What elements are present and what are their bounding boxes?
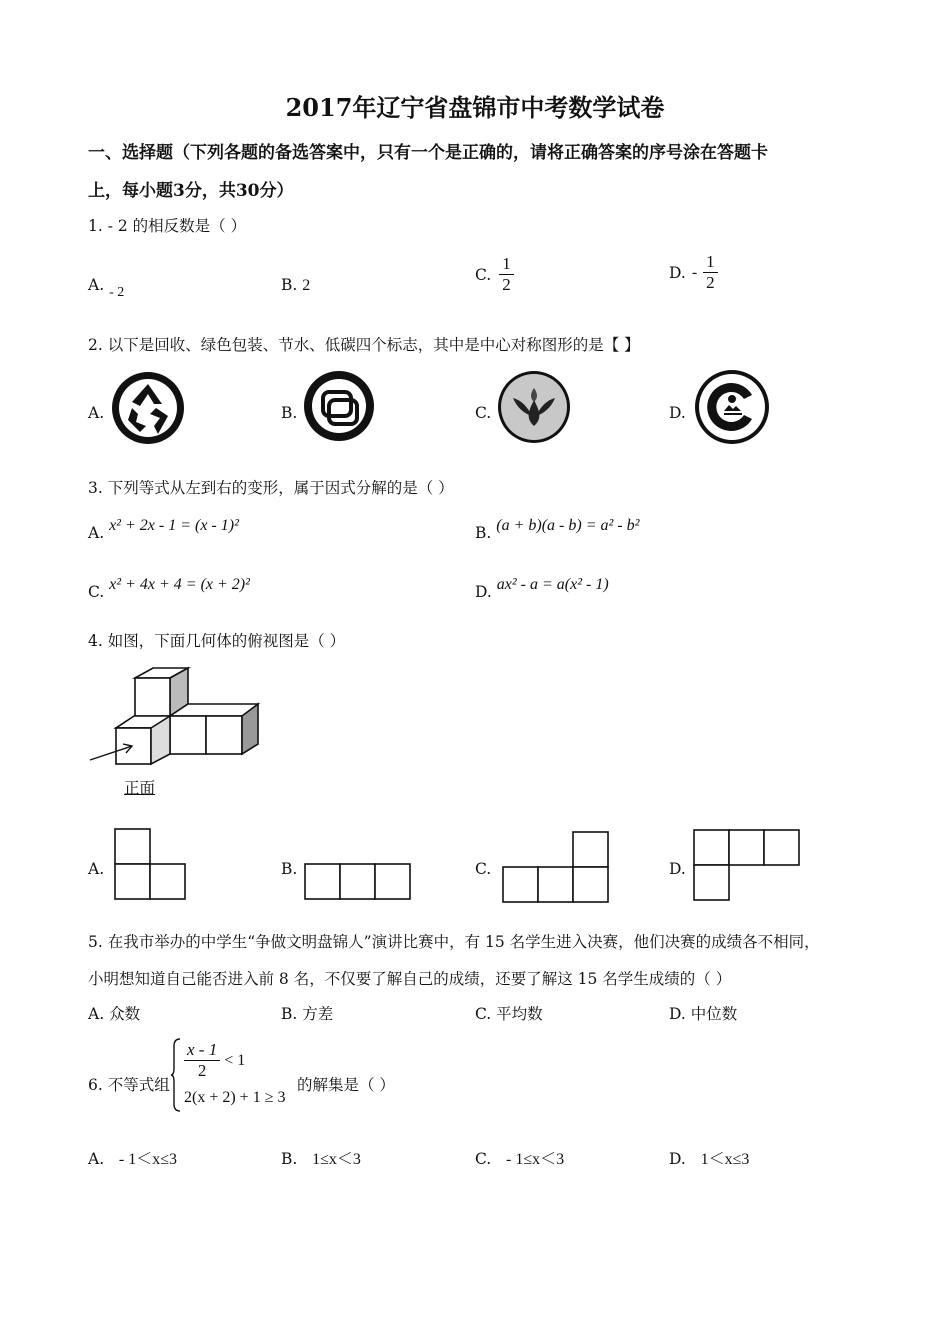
option-value: x² + 2x - 1 = (x - 1)²: [109, 517, 239, 534]
option-value: 众数: [109, 1005, 141, 1023]
option-label: C.: [475, 265, 492, 284]
q1-option-c[interactable]: [475, 254, 514, 295]
option-label: C.: [475, 860, 492, 878]
fraction: [184, 1040, 220, 1081]
option-label: D.: [669, 860, 686, 878]
option-label: D.: [669, 404, 686, 422]
q6-option-b[interactable]: [281, 1146, 361, 1169]
low-carbon-logo-icon: [694, 369, 770, 445]
option-value: 中位数: [690, 1005, 738, 1023]
option-value: - 1≤x＜3: [506, 1151, 565, 1168]
fraction-numerator: x - 1: [184, 1040, 220, 1061]
inequality-rhs: < 1: [224, 1051, 246, 1069]
q4-option-b[interactable]: [281, 860, 297, 878]
option-label: D.: [669, 1150, 686, 1168]
q5-option-b[interactable]: [281, 1002, 333, 1024]
option-label: A.: [88, 860, 105, 878]
q1-option-b[interactable]: [281, 276, 310, 295]
q6-suffix: 的解集是（ ）: [297, 1076, 395, 1094]
option-value: - 1＜x≤3: [118, 1151, 178, 1168]
section-heading-line2: 上，每小题3分，共30分）: [88, 181, 294, 201]
option-label: A.: [88, 1150, 105, 1168]
top-view-diagram-c: [502, 831, 610, 903]
section-heading-line1: 一、选择题（下列各题的备选答案中，只有一个是正确的，请将正确答案的序号涂在答题卡: [88, 143, 768, 163]
q6-option-a[interactable]: [88, 1146, 177, 1169]
option-value: 平均数: [496, 1005, 543, 1023]
top-view-diagram-a: [114, 828, 188, 900]
option-label: B.: [281, 1150, 298, 1168]
option-label: A.: [88, 404, 105, 422]
option-label: C.: [88, 583, 105, 601]
option-value: - 2: [109, 285, 125, 300]
option-label: D.: [669, 1005, 686, 1023]
option-label: D.: [475, 583, 492, 601]
q2-option-b[interactable]: [281, 404, 297, 422]
fraction-denominator: 2: [197, 1061, 207, 1080]
q5-stem-line1: 5. 在我市举办的中学生“争做文明盘锦人”演讲比赛中，有 15 名学生进入决赛，他们决赛的成绩各不相同，: [88, 933, 820, 951]
q1-stem: 1. - 2 的相反数是（ ）: [88, 217, 247, 235]
q6-option-c[interactable]: [475, 1146, 564, 1169]
q4-option-a[interactable]: [88, 860, 104, 878]
option-value: 1≤x＜3: [312, 1151, 361, 1168]
solid-figure: [88, 666, 263, 786]
option-label: A.: [88, 524, 105, 542]
option-label: B.: [281, 860, 298, 878]
inequality-2: 2(x + 2) + 1 ≥ 3: [184, 1089, 286, 1106]
option-label: A.: [88, 1005, 105, 1023]
q1-option-a[interactable]: [88, 276, 125, 300]
page-title: 2017年辽宁省盘锦市中考数学试卷: [285, 93, 665, 122]
q4-option-d[interactable]: [669, 860, 686, 878]
q3-option-c[interactable]: [88, 575, 250, 601]
option-value: (a + b)(a - b) = a² - b²: [496, 517, 640, 534]
q1-option-d[interactable]: [669, 252, 718, 293]
q4-stem: 4. 如图，下面几何体的俯视图是（ ）: [88, 632, 346, 650]
q5-option-d[interactable]: [669, 1002, 737, 1024]
option-value: ax² - a = a(x² - 1): [496, 576, 609, 593]
q3-option-d[interactable]: [475, 575, 609, 601]
green-packaging-logo-icon: [303, 370, 375, 442]
q5-option-a[interactable]: [88, 1002, 140, 1024]
option-value: x² + 4x + 4 = (x + 2)²: [109, 576, 250, 593]
option-label: B.: [281, 276, 298, 294]
minus-sign: -: [691, 263, 698, 281]
option-label: D.: [669, 263, 686, 282]
water-saving-logo-icon: [497, 370, 571, 444]
q5-option-c[interactable]: [475, 1002, 543, 1024]
fraction-numerator: 1: [499, 254, 514, 275]
option-value: 1＜x≤3: [700, 1151, 750, 1168]
q2-option-d[interactable]: [669, 404, 686, 422]
fraction-numerator: 1: [703, 252, 718, 273]
top-view-diagram-b: [304, 863, 412, 900]
fraction-denominator: 2: [706, 273, 715, 292]
option-label: B.: [281, 1005, 298, 1023]
system-brace-icon: [170, 1038, 182, 1112]
q3-stem: 3. 下列等式从左到右的变形，属于因式分解的是（ ）: [88, 479, 454, 497]
q3-option-a[interactable]: [88, 516, 239, 542]
q6-option-d[interactable]: [669, 1146, 749, 1169]
inequality-1: [184, 1040, 245, 1081]
option-value: 方差: [302, 1005, 334, 1023]
option-label: B.: [475, 524, 492, 542]
option-label: C.: [475, 404, 492, 422]
q6-prefix: 6. 不等式组: [88, 1076, 170, 1094]
front-view-label: 正面: [124, 779, 156, 797]
q2-option-a[interactable]: [88, 404, 104, 422]
q2-option-c[interactable]: [475, 404, 491, 422]
option-label: C.: [475, 1005, 492, 1023]
fraction: [499, 254, 514, 295]
q4-option-c[interactable]: [475, 860, 491, 878]
fraction-denominator: 2: [502, 275, 511, 294]
option-label: B.: [281, 404, 298, 422]
q5-stem-line2: 小明想知道自己能否进入前 8 名，不仅要了解自己的成绩，还要了解这 15 名学生成绩的（ ）: [88, 970, 732, 988]
option-label: C.: [475, 1150, 492, 1168]
recycle-logo-icon: [110, 370, 186, 446]
option-value: 2: [302, 277, 311, 294]
option-label: A.: [88, 276, 105, 294]
q3-option-b[interactable]: [475, 516, 640, 542]
q2-stem: 2. 以下是回收、绿色包装、节水、低碳四个标志，其中是中心对称图形的是【 】: [88, 336, 640, 354]
fraction: [703, 252, 718, 293]
top-view-diagram-d: [693, 829, 801, 901]
